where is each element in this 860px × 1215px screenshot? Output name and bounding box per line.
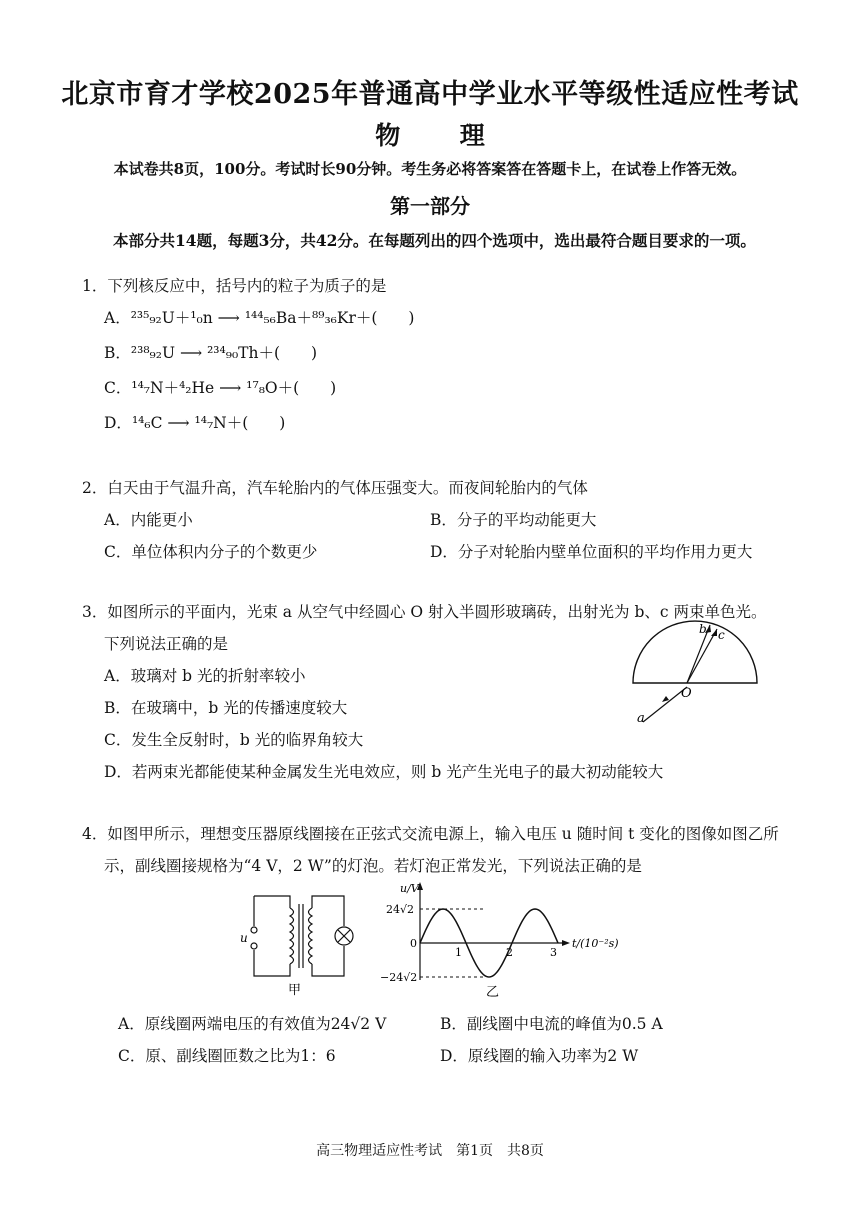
primary-coil <box>290 908 294 964</box>
exam-title: 北京市育才学校2025年普通高中学业水平等级性适应性考试 <box>61 79 799 110</box>
q4-stem-line1: 4．如图甲所示，理想变压器原线圈接在正弦式交流电源上，输入电压 u 随时间 t 变化的图像如图乙所 <box>82 825 779 843</box>
q3-option-d: D．若两束光都能使某种金属发生光电效应，则 b 光产生光电子的最大初动能较大 <box>104 763 664 781</box>
y-top-label: 24√2 <box>386 903 415 916</box>
x-tick-2: 2 <box>506 946 513 959</box>
fig-jia-caption: 甲 <box>288 983 302 998</box>
q4-option-a: A．原线圈两端电压的有效值为24√2 V <box>118 1015 387 1033</box>
page-footer: 高三物理适应性考试 第1页 共8页 <box>316 1143 544 1159</box>
q1-b-label: B． <box>104 344 131 362</box>
exam-notice: 本试卷共8页，100分。考试时长90分钟。考生务必将答案答在答题卡上，在试卷上作答无效。 <box>113 160 747 178</box>
source-terminal-bottom <box>251 943 257 949</box>
label-o: O <box>681 686 692 701</box>
q4-option-d: D．原线圈的输入功率为2 W <box>440 1047 639 1065</box>
q1-option-d <box>104 411 285 433</box>
q3-option-a: A．玻璃对 b 光的折射率较小 <box>104 667 306 685</box>
part-heading: 第一部分 <box>390 194 470 218</box>
origin-label: 0 <box>410 937 417 950</box>
x-axis-label: t/(10⁻²s) <box>572 937 619 950</box>
q3-stem-line1: 3．如图所示的平面内，光束 a 从空气中经圆心 O 射入半圆形玻璃砖，出射光为 b、c 两束单色光。 <box>82 603 767 621</box>
label-c: c <box>718 628 725 642</box>
q1-d-label: D． <box>104 414 132 432</box>
secondary-coil <box>309 908 313 964</box>
source-terminal-top <box>251 927 257 933</box>
q2-stem: 2．白天由于气温升高，汽车轮胎内的气体压强变大。而夜间轮胎内的气体 <box>82 479 588 497</box>
q3-option-b: B．在玻璃中，b 光的传播速度较大 <box>104 699 348 717</box>
q2-option-d: D．分子对轮胎内壁单位面积的平均作用力更大 <box>430 543 753 561</box>
q3-figure-semicircle <box>625 615 765 730</box>
q1-option-b <box>104 341 317 363</box>
q4-option-c: C．原、副线圈匝数之比为1：6 <box>118 1047 336 1065</box>
q4-figure-ut-graph <box>368 878 630 1000</box>
q1-a-reaction: ²³⁵₉₂U＋¹₀n ⟶ ¹⁴⁴₅₆Ba＋⁸⁹₃₆Kr＋( ) <box>130 309 415 327</box>
subject-char-2: 理 <box>459 121 485 150</box>
part-intro: 本部分共14题，每题3分，共42分。在每题列出的四个选项中，选出最符合题目要求的一项。 <box>113 231 756 250</box>
incident-arrow <box>662 696 669 702</box>
q1-c-reaction: ¹⁴₇N＋⁴₂He ⟶ ¹⁷₈O＋( ) <box>131 379 337 397</box>
label-a: a <box>637 711 645 726</box>
q1-c-label: C． <box>104 379 132 397</box>
q1-stem: 1．下列核反应中，括号内的粒子为质子的是 <box>82 277 387 295</box>
x-tick-3: 3 <box>550 946 557 959</box>
fig-yi-caption: 乙 <box>486 985 500 1000</box>
subject-char-1: 物 <box>375 121 401 150</box>
q1-b-reaction: ²³⁸₉₂U ⟶ ²³⁴₉₀Th＋( ) <box>130 344 318 362</box>
q1-d-reaction: ¹⁴₆C ⟶ ¹⁴₇N＋( ) <box>131 414 286 432</box>
y-axis-label: u/V <box>400 882 419 895</box>
q1-option-a <box>104 306 414 328</box>
q2-option-b: B．分子的平均动能更大 <box>430 511 597 529</box>
y-bottom-label: −24√2 <box>380 971 418 984</box>
semicircle-glass <box>633 621 757 683</box>
q2-option-c: C．单位体积内分子的个数更少 <box>104 543 318 561</box>
q4-figure-transformer <box>232 888 362 998</box>
q2-option-a: A．内能更小 <box>104 511 193 529</box>
q1-a-label: A． <box>104 309 131 327</box>
x-axis-arrow <box>562 940 570 946</box>
source-u-label: u <box>240 931 248 945</box>
label-b: b <box>699 622 707 636</box>
q4-stem-line2: 示，副线圈接规格为“4 V，2 W”的灯泡。若灯泡正常发光，下列说法正确的是 <box>104 857 642 875</box>
q1-option-c <box>104 376 336 398</box>
x-tick-1: 1 <box>455 946 462 959</box>
subject-heading <box>0 116 860 152</box>
q3-stem-line2: 下列说法正确的是 <box>104 635 229 653</box>
q3-option-c: C．发生全反射时，b 光的临界角较大 <box>104 731 364 749</box>
q4-option-b: B．副线圈中电流的峰值为0.5 A <box>440 1015 663 1033</box>
ray-c <box>687 629 717 683</box>
